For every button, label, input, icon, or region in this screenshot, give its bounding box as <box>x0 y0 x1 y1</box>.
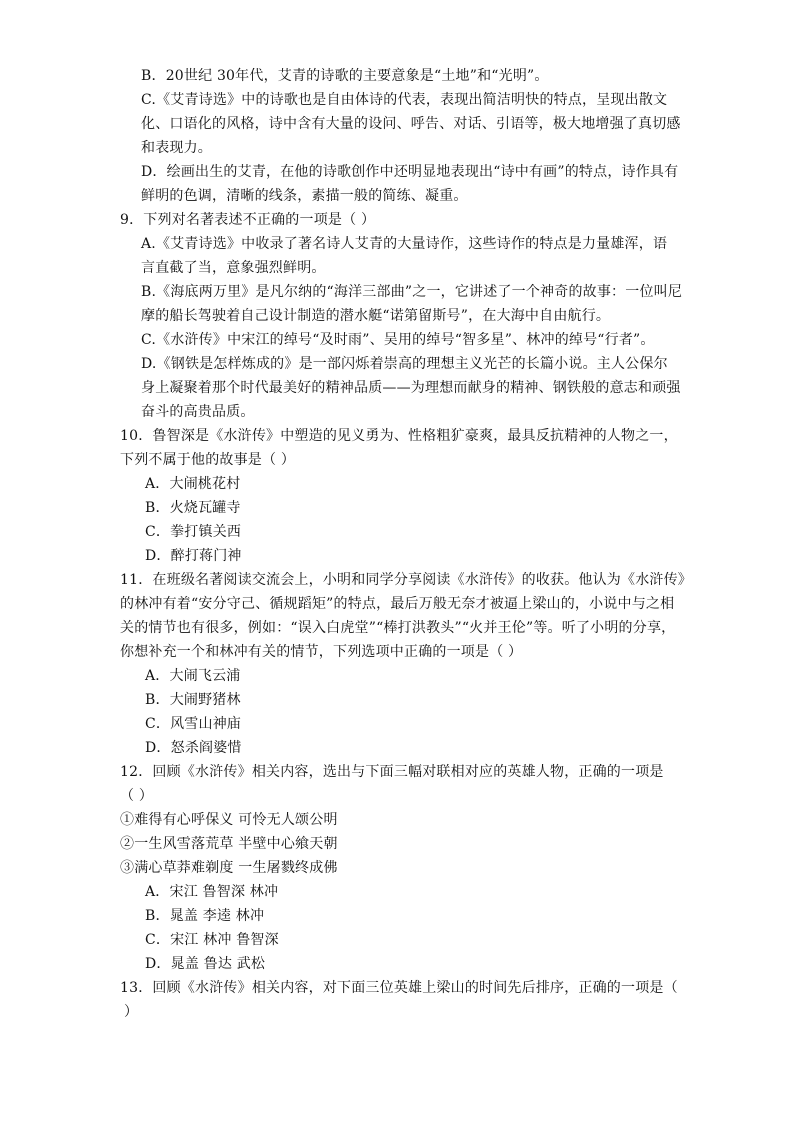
q9-option-c: C.《水浒传》中宋江的绰号“及时雨”、吴用的绰号“智多星”、林冲的绰号“行者”。 <box>141 332 655 348</box>
q10-option-a: A．大闹桃花村 <box>145 476 241 492</box>
q12-stem-line2: （ ） <box>120 788 154 804</box>
q8-option-b: B．20世纪 30年代，艾青的诗歌的主要意象是“土地”和“光明”。 <box>141 68 549 84</box>
q11-stem-line3: 关的情节也有很多，例如：“误入白虎堂”“棒打洪教头”“火并王伦”等。听了小明的分享， <box>120 620 676 636</box>
q9-option-d-line1: D.《钢铁是怎样炼成的》是一部闪烁着崇高的理想主义光芒的长篇小说。主人公保尔 <box>141 356 668 372</box>
q9-option-b-line2: 摩的船长驾驶着自己设计制造的潜水艇“诺第留斯号”，在大海中自由航行。 <box>141 308 611 324</box>
q8-option-d-line1: D．绘画出生的艾青，在他的诗歌创作中还明显地表现出“诗中有画”的特点，诗作具有 <box>141 164 679 180</box>
q12-option-b: B．晁盖 李逵 林冲 <box>145 908 265 924</box>
q9-option-d-line3: 奋斗的高贵品质。 <box>141 404 255 420</box>
q9-option-d-line2: 身上凝聚着那个时代最美好的精神品质——为理想而献身的精神、钢铁般的意志和顽强 <box>141 380 681 396</box>
q12-option-c: C．宋江 林冲 鲁智深 <box>145 932 279 948</box>
q11-stem-line4: 你想补充一个和林冲有关的情节，下列选项中正确的一项是（ ） <box>120 644 523 660</box>
q10-stem-line1: 10．鲁智深是《水浒传》中塑造的见义勇为、性格粗犷豪爽，最具反抗精神的人物之一， <box>120 428 678 444</box>
q9-option-a-line1: A.《艾青诗选》中收录了著名诗人艾青的大量诗作，这些诗作的特点是力量雄浑，语 <box>141 236 668 252</box>
q10-option-b: B．火烧瓦罐寺 <box>145 500 241 516</box>
q9-stem: 9．下列对名著表述不正确的一项是（ ） <box>120 212 376 228</box>
q11-option-c: C．风雪山神庙 <box>145 716 242 732</box>
q10-option-c: C．拳打镇关西 <box>145 524 242 540</box>
q11-option-a: A．大闹飞云浦 <box>145 668 241 684</box>
q11-option-b: B．大闹野猪林 <box>145 692 241 708</box>
q11-stem-line1: 11．在班级名著阅读交流会上，小明和同学分享阅读《水浒传》的收获。他认为《水浒传》 <box>120 572 693 588</box>
q12-option-d: D．晁盖 鲁达 武松 <box>145 956 266 972</box>
q8-option-d-line2: 鲜明的色调，清晰的线条，素描一般的简练、凝重。 <box>141 188 468 204</box>
q12-couplet-3: ③满心草莽难剃度 一生屠戮终成佛 <box>120 860 338 876</box>
q10-option-d: D．醉打蒋门神 <box>145 548 242 564</box>
q13-stem-line1: 13．回顾《水浒传》相关内容，对下面三位英雄上梁山的时间先后排序，正确的一项是（ <box>120 980 678 996</box>
q9-option-a-line2: 言直截了当，意象强烈鲜明。 <box>141 260 326 276</box>
q9-option-b-line1: B.《海底两万里》是凡尔纳的“海洋三部曲”之一，它讲述了一个神奇的故事：一位叫尼 <box>141 284 683 300</box>
q12-couplet-1: ①难得有心呼保义 可怜无人颂公明 <box>120 812 338 828</box>
q12-option-a: A．宋江 鲁智深 林冲 <box>145 884 279 900</box>
q12-stem-line1: 12．回顾《水浒传》相关内容，选出与下面三幅对联相对应的英雄人物，正确的一项是 <box>120 764 664 780</box>
q11-option-d: D．怒杀阎婆惜 <box>145 740 242 756</box>
q10-stem-line2: 下列不属于他的故事是（ ） <box>120 452 296 468</box>
q12-couplet-2: ②一生风雪落荒草 半壁中心飨天朝 <box>120 836 338 852</box>
q11-stem-line2: 的林冲有着“安分守己、循规蹈矩”的特点，最后万般无奈才被逼上梁山的，小说中与之相 <box>120 596 675 612</box>
q8-option-c-line3: 和表现力。 <box>141 140 212 156</box>
q8-option-c-line1: C.《艾青诗选》中的诗歌也是自由体诗的代表，表现出简洁明快的特点，呈现出散文 <box>141 92 668 108</box>
q13-stem-line2: ） <box>124 1004 139 1020</box>
q8-option-c-line2: 化、口语化的风格，诗中含有大量的设问、呼告、对话、引语等，极大地增强了真切感 <box>141 116 681 132</box>
